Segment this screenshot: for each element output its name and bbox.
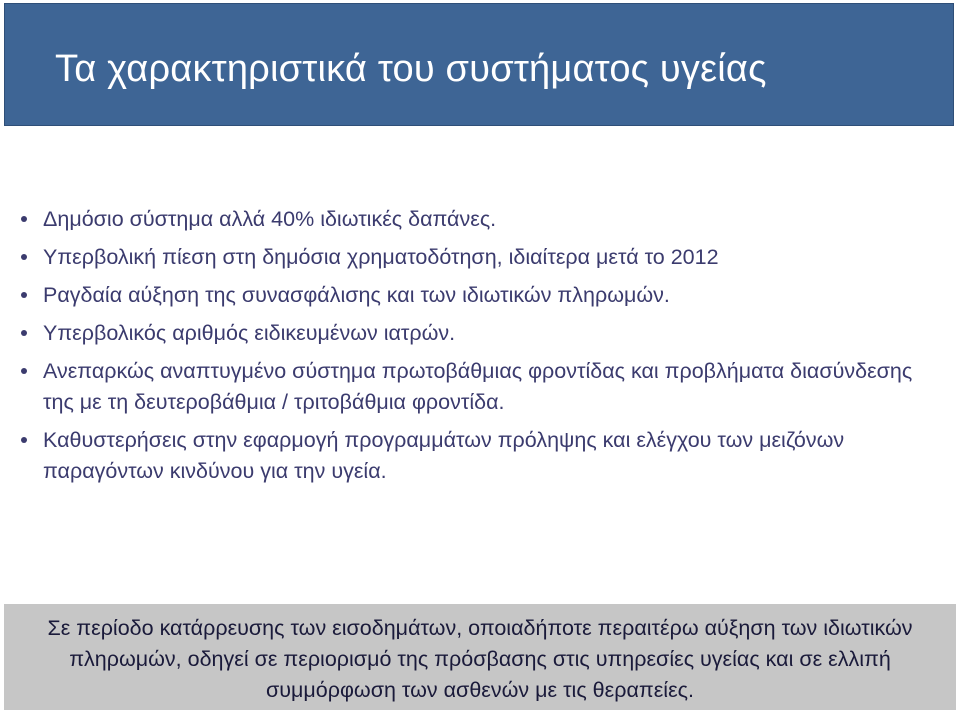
slide-title: Τα χαρακτηριστικά του συστήματος υγείας bbox=[55, 48, 767, 90]
bullet-text: Δημόσιο σύστημα αλλά 40% ιδιωτικές δαπάνες. bbox=[43, 207, 497, 231]
bullet-text: Ραγδαία αύξηση της συνασφάλισης και των ιδιωτικών πληρωμών. bbox=[43, 283, 670, 307]
bullet-text: Ανεπαρκώς αναπτυγμένο σύστημα πρωτοβάθμιας φροντίδας και προβλήματα διασύνδεσης της με τη δευτεροβάθμια / τριτοβάθμια φροντίδα. bbox=[43, 359, 913, 414]
bullet-item bbox=[21, 356, 941, 418]
bullet-dot-icon bbox=[21, 292, 27, 298]
bullet-dot-icon bbox=[21, 254, 27, 260]
summary-text: Σε περίοδο κατάρρευσης των εισοδημάτων, οποιαδήποτε περαιτέρω αύξηση των ιδιωτικών πληρωμών, οδηγεί σε περιορισμό της πρόσβασης στις υπηρεσίες υγείας και σε ελλιπή συμμόρφωση των ασθενών με τις θεραπείες. bbox=[47, 616, 913, 702]
summary-box bbox=[4, 604, 956, 710]
bullet-item bbox=[21, 318, 941, 349]
title-banner bbox=[4, 3, 954, 126]
bullet-text: Καθυστερήσεις στην εφαρμογή προγραμμάτων πρόληψης και ελέγχου των μειζόνων παραγόντων κινδύνου για την υγεία. bbox=[43, 428, 845, 483]
bullet-dot-icon bbox=[21, 368, 27, 374]
bullet-dot-icon bbox=[21, 330, 27, 336]
bullet-dot-icon bbox=[21, 216, 27, 222]
bullet-item bbox=[21, 242, 941, 273]
bullet-text: Υπερβολικός αριθμός ειδικευμένων ιατρών. bbox=[43, 321, 456, 345]
bullet-item bbox=[21, 425, 941, 487]
bullet-dot-icon bbox=[21, 437, 27, 443]
bullet-item bbox=[21, 204, 941, 235]
bullet-text: Υπερβολική πίεση στη δημόσια χρηματοδότηση, ιδιαίτερα μετά το 2012 bbox=[43, 245, 719, 269]
bullet-list bbox=[21, 204, 941, 494]
bullet-item bbox=[21, 280, 941, 311]
